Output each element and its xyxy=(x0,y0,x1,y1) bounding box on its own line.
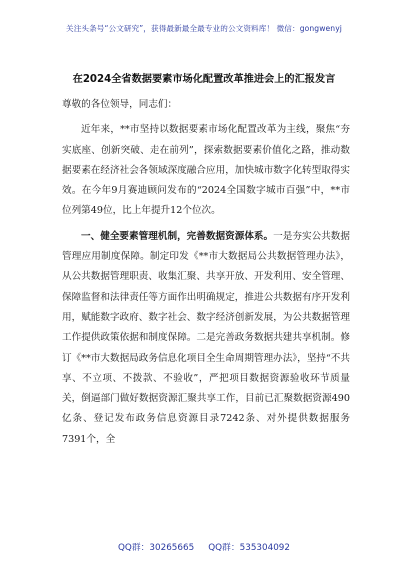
paragraph-intro: 近年来，**市坚持以数据要素市场化配置改革为主线，聚焦“夯实底座、创新突破、走在前列”，探索数据要素价值化之路，推动数据要素在经济社会各领域深度融合应用，加快城市数字化转型取得实效。在今年9月赛迪顾问发布的“2024全国数字城市百强”中，**市位列第49位，比上年提升12个位次。 xyxy=(62,124,350,217)
section-body: 一是夯实公共数据管理应用制度保障。制定印发《**市大数据局公共数据管理办法》，从公共数据管理职责、收集汇聚、共享开放、开发利用、安全管理、保障监督和法律责任等方面作出明确规定，推进公共数据有序开发利用，赋能数字政府、数字社会、数字经济创新发展，为公共数据管理工作提供政策依据和制度保障。二是完善政务数据共建共享机制。修订《**市大数据局政务信息化项目全生命周期管理办法》，坚持“不共享、不立项、不拨款、不验收”，严把项目数据资源验收环节质量关，倒逼部门做好数据资源汇聚共享工作，目前已汇聚数据资源490亿条、登记发布政务信息资源目录7242条、对外提供数据服务7391个，全 xyxy=(62,230,351,445)
salutation: 尊敬的各位领导，同志们： xyxy=(62,99,178,110)
footer-qq-group-2: QQ群：535304092 xyxy=(208,543,291,553)
footer xyxy=(0,540,408,553)
document-body xyxy=(62,95,350,455)
section-heading: 一、健全要素管理机制，完善数据资源体系。 xyxy=(81,230,274,242)
header-banner: 关注头条号“公文研究”，获得最新最全最专业的公文资料库！ 微信：gongwenyj xyxy=(66,24,342,33)
document-title: 在2024全省数据要素市场化配置改革推进会上的汇报发言 xyxy=(72,74,336,85)
paragraph-section-1 xyxy=(62,227,350,450)
footer-qq-group-1: QQ群：30265665 xyxy=(117,543,195,553)
